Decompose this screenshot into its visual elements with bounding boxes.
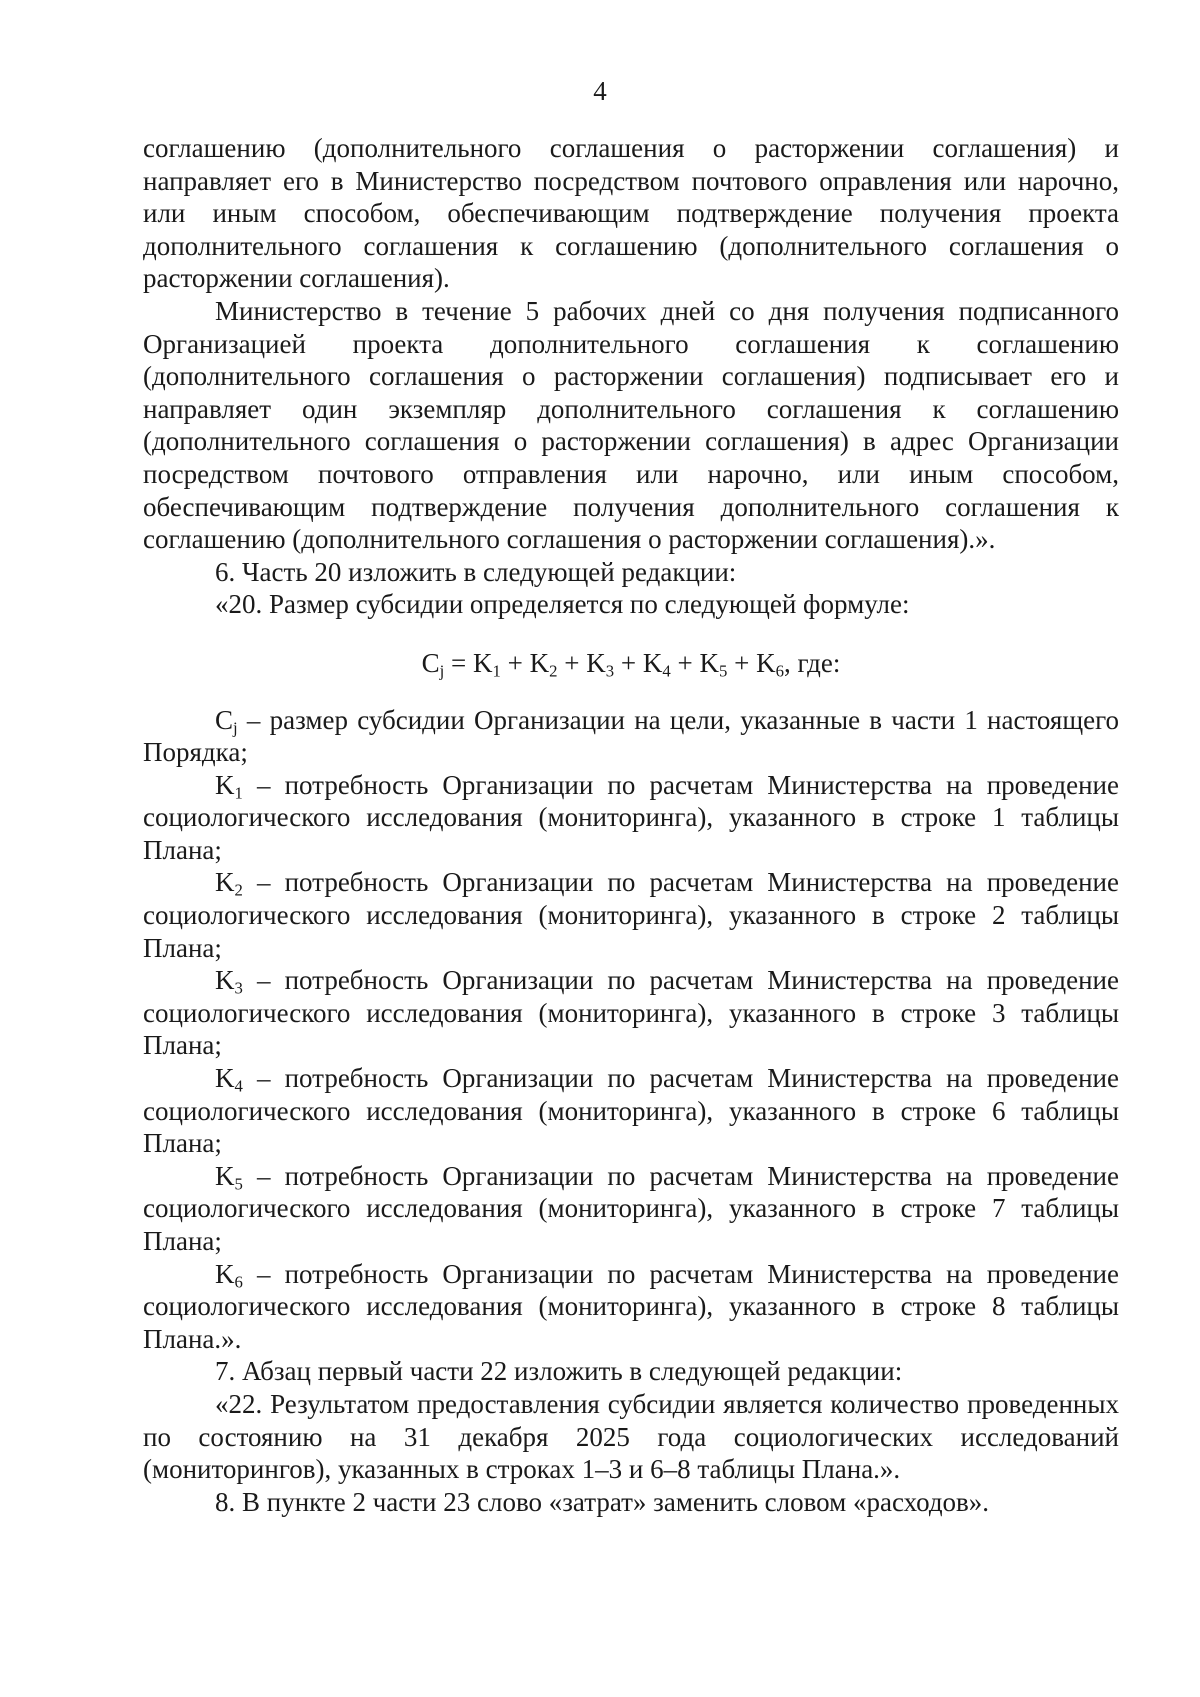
definition-cj: $C_j$ – размер субсидии Организации на цели, указанные в части 1 настоящего Порядка;	[143, 704, 1119, 768]
formula-lhs: $C_j$	[421, 647, 445, 681]
formula-term-k5: $K_5$	[699, 647, 728, 681]
paragraph-ministry-signing: Министерство в течение 5 рабочих дней со дня получения подписанного Организацией проекта дополнительного соглашения к соглашению (дополнительного соглашения о расторжении соглашения) подписывает его и направляет один экземпляр дополнительного соглашения к соглашению (дополнительного соглашения о расторжении соглашения) в адрес Организации посредством почтового отправления или нарочно, или иным способом, обеспечивающим подтверждение получения дополнительного соглашения к соглашению (дополнительного соглашения о расторжении соглашения).».	[143, 295, 1119, 555]
definition-k3: $K_3$ – потребность Организации по расчетам Министерства на проведение социологического исследования (мониторинга), указанного в строке 3 таблицы Плана;	[143, 965, 1119, 1061]
definition-k1: $K_1$ – потребность Организации по расчетам Министерства на проведение социологического исследования (мониторинга), указанного в строке 1 таблицы Плана;	[143, 769, 1119, 865]
formula-term-k6: $K_6$	[756, 647, 784, 681]
paragraph-continuation: соглашению (дополнительного соглашения о расторжении соглашения) и направляет его в Министерство посредством почтового оправления или нарочно, или иным способом, обеспечивающим подтверждение получения проекта дополнительного соглашения к соглашению (дополнительного соглашения о расторжении соглашения).	[143, 133, 1119, 294]
paragraph-part-22: «22. Результатом предоставления субсидии является количество проведенных по состоянию на 31 декабря 2025 года социологических исследований (мониторингов), указанных в строках 1–3 и 6–8 таблицы Плана.».	[143, 1388, 1119, 1485]
page-number: 4	[593, 76, 607, 106]
document-body	[143, 132, 1119, 1518]
formula-term-k2: $K_2$	[529, 647, 558, 681]
definition-k6: $K_6$ – потребность Организации по расчетам Министерства на проведение социологического исследования (мониторинга), указанного в строке 8 таблицы Плана.».	[143, 1258, 1119, 1354]
formula-term-k4: $K_4$	[642, 647, 671, 681]
paragraph-part-20: «20. Размер субсидии определяется по следующей формуле:	[215, 589, 910, 620]
paragraph-item-8: 8. В пункте 2 части 23 слово «затрат» заменить словом «расходов».	[215, 1486, 990, 1517]
subsidy-formula: $C_j = K_1 + K_2 + K_3 + K_4 + K_5 + K_6$, где:	[421, 647, 841, 681]
formula-term-k1: $K_1$	[473, 647, 501, 681]
paragraph-item-7: 7. Абзац первый части 22 изложить в следующей редакции:	[215, 1356, 903, 1387]
formula-term-k3: $K_3$	[586, 647, 615, 681]
definition-k5: $K_5$ – потребность Организации по расчетам Министерства на проведение социологического исследования (мониторинга), указанного в строке 7 таблицы Плана;	[143, 1160, 1119, 1256]
definition-k2: $K_2$ – потребность Организации по расчетам Министерства на проведение социологического исследования (мониторинга), указанного в строке 2 таблицы Плана;	[143, 867, 1119, 963]
paragraph-item-6: 6. Часть 20 изложить в следующей редакции:	[215, 556, 737, 587]
definition-k4: $K_4$ – потребность Организации по расчетам Министерства на проведение социологического исследования (мониторинга), указанного в строке 6 таблицы Плана;	[143, 1063, 1119, 1159]
